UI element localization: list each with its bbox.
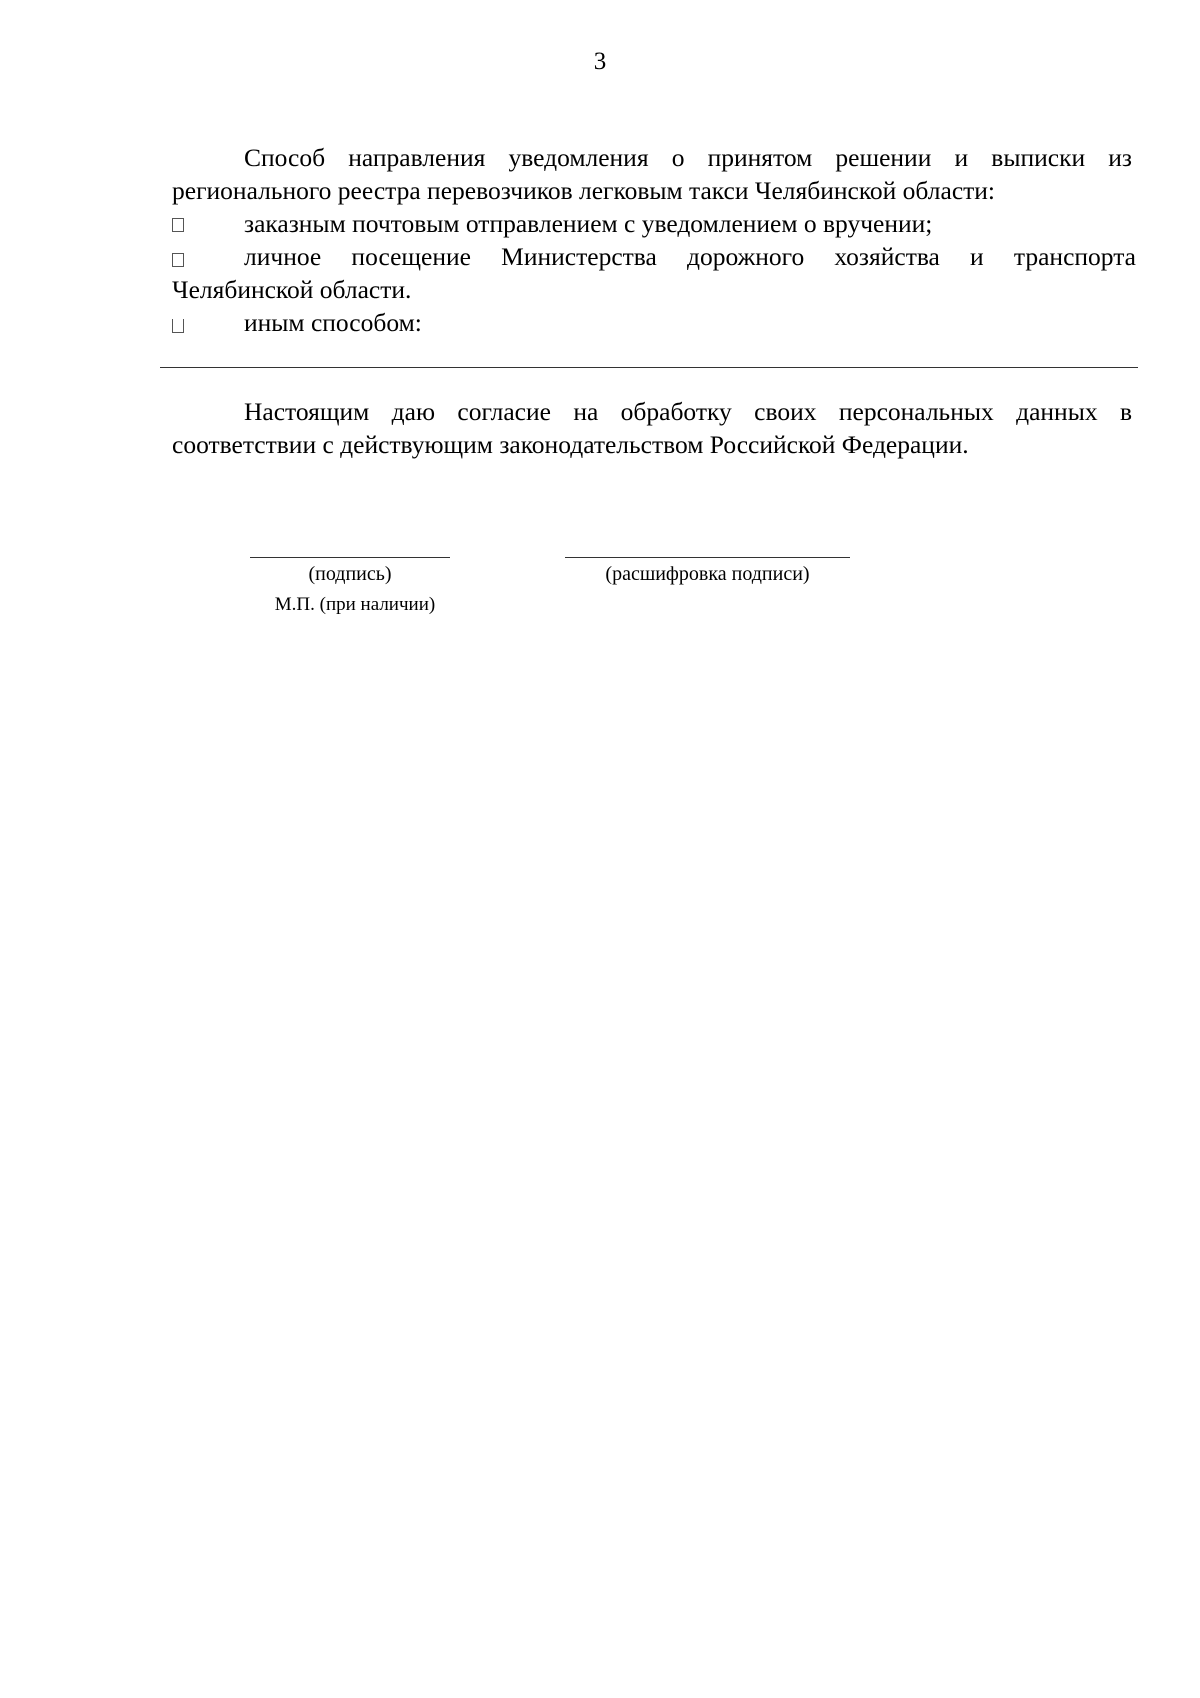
page-number: 3 xyxy=(593,48,607,75)
signature-caption: (подпись) xyxy=(308,563,392,585)
stamp-caption: М.П. (при наличии) xyxy=(274,594,436,615)
option-label: заказным почтовым отправлением с уведомлением о вручении; xyxy=(244,209,933,238)
option-label: личное посещение Министерства дорожного хозяйства и транспорта Челябинской области. xyxy=(172,242,1136,304)
checkbox-registered-mail[interactable] xyxy=(172,218,184,232)
notification-method-heading: Способ направления уведомления о принятом решении и выписки из регионального реестра перевозчиков легковым такси Челябинской области: xyxy=(172,143,1132,205)
consent-statement: Настоящим даю согласие на обработку своих персональных данных в соответствии с действующим законодательством Российской Федерации. xyxy=(172,397,1132,459)
option-label: иным способом: xyxy=(244,308,422,337)
checkbox-personal-visit[interactable] xyxy=(172,253,184,267)
signature-line xyxy=(250,557,450,558)
signature-decryption-caption: (расшифровка подписи) xyxy=(605,563,810,585)
option-personal-visit[interactable] xyxy=(172,241,1136,306)
signature-decryption-line xyxy=(565,557,850,558)
checkbox-other-method[interactable] xyxy=(172,319,184,333)
other-method-fill-line xyxy=(160,367,1138,368)
